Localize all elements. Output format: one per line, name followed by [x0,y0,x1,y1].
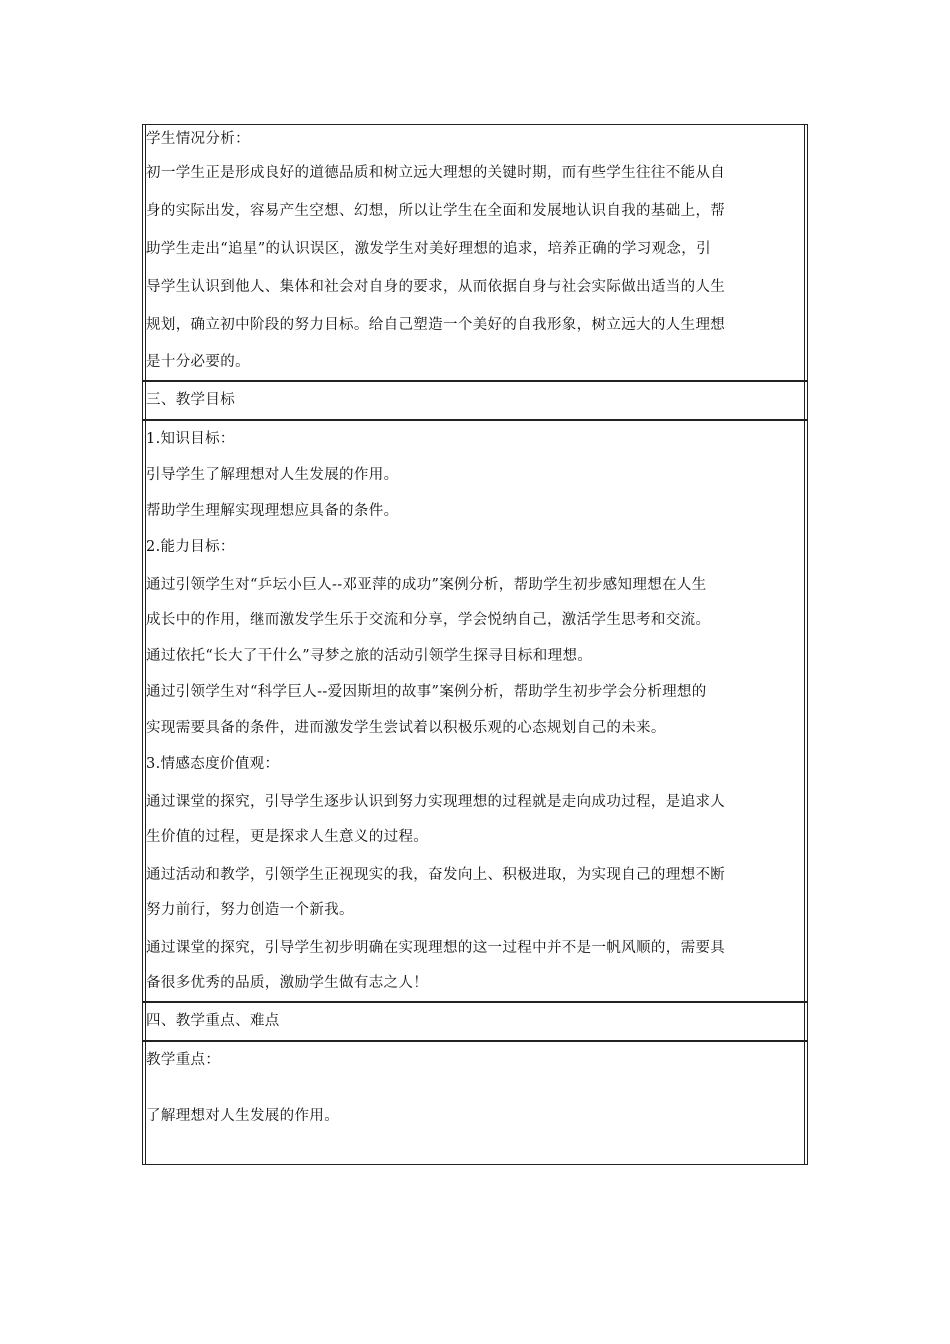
goal-item: 通过活动和教学，引领学生正视现实的我，奋发向上、积极进取，为实现自己的理想不断 [146,867,726,883]
goal-item: 通过课堂的探究，引导学生逐步认识到努力实现理想的过程就是走向成功过程，是追求人 [146,794,726,810]
section-title: 学生情况分析： [146,131,250,147]
key-points-heading-row [143,1001,807,1040]
blank-line [146,1134,804,1164]
paragraph-line: 身的实际出发，容易产生空想、幻想，所以让学生在全面和发展地认识自我的基础上，帮 [146,203,726,219]
goal-item: 帮助学生理解实现理想应具备的条件。 [146,503,399,519]
paragraph-line: 导学生认识到他人、集体和社会对自身的要求，从而依据自身与社会实际做出适当的人生 [146,279,726,295]
emotion-goals-label: 3.情感态度价值观： [146,756,280,772]
paragraph-line: 助学生走出“追星”的认识误区，激发学生对美好理想的追求，培养正确的学习观念，引 [146,241,711,257]
key-points-label: 教学重点： [146,1052,221,1068]
section-heading: 三、教学目标 [146,392,236,408]
goal-item: 成长中的作用，继而激发学生乐于交流和分享，学会悦纳自己，激活学生思考和交流。 [146,612,711,628]
lesson-plan-table [142,124,808,1165]
goal-item: 生价值的过程，更是探求人生意义的过程。 [146,829,429,845]
ability-goals-label: 2.能力目标： [146,539,235,555]
paragraph-line: 是十分必要的。 [146,354,250,370]
goal-item: 实现需要具备的条件，进而激发学生尝试着以积极乐观的心态规划自己的未来。 [146,720,666,736]
student-analysis-section [143,125,807,380]
teaching-goals-heading-row [143,380,807,419]
goal-item: 努力前行，努力创造一个新我。 [146,902,354,918]
goal-item: 通过引领学生对“乒坛小巨人--邓亚萍的成功”案例分析，帮助学生初步感知理想在人生 [146,577,707,593]
goal-item: 通过引领学生对“科学巨人--爱因斯坦的故事”案例分析，帮助学生初步学会分析理想的 [146,684,707,700]
blank-line [146,1078,804,1098]
paragraph-line: 初一学生正是形成良好的道德品质和树立远大理想的关键时期，而有些学生往往不能从自 [146,165,726,181]
key-point-item: 了解理想对人生发展的作用。 [146,1108,340,1124]
goal-item: 引导学生了解理想对人生发展的作用。 [146,467,399,483]
teaching-goals-section [143,419,807,1001]
key-points-section [143,1040,807,1164]
knowledge-goals-label: 1.知识目标： [146,431,235,447]
goal-item: 通过依托“长大了干什么”寻梦之旅的活动引领学生探寻目标和理想。 [146,648,593,664]
goal-item: 通过课堂的探究，引导学生初步明确在实现理想的这一过程中并不是一帆风顺的，需要具 [146,940,726,956]
section-heading: 四、教学重点、难点 [146,1013,280,1029]
paragraph-line: 规划，确立初中阶段的努力目标。给自己塑造一个美好的自我形象，树立远大的人生理想 [146,317,726,333]
goal-item: 备很多优秀的品质，激励学生做有志之人！ [146,975,429,991]
